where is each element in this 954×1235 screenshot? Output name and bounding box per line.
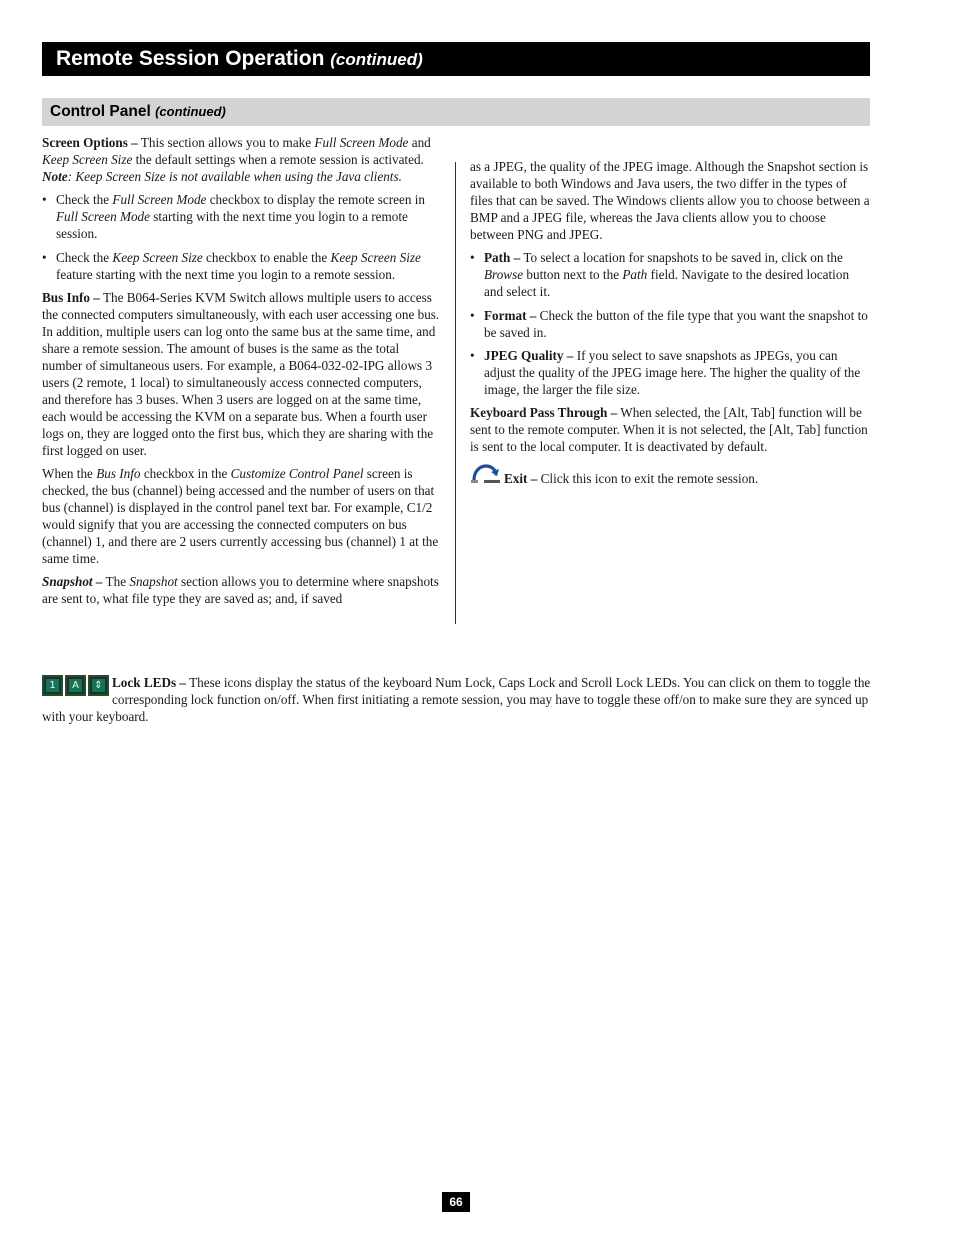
format-term: Format –: [484, 307, 537, 323]
left-column: [42, 135, 442, 615]
screen-options-term: Screen Options –: [42, 135, 138, 150]
note-label: Note: [42, 168, 68, 184]
list-item: • Path – To select a location for snapshots to be saved in, click on the Browse button next to the Path field. Navigate to the desired location and select it.: [470, 250, 870, 301]
bus-info-detail-paragraph: When the Bus Info checkbox in the Customize Control Panel screen is checked, the bus (channel) being accessed and the number of users on that bus (channel) is displayed in the control panel text bar. For example, C1/2 would signify that you are accessing the connected computers on bus (channel) 1, and there are 2 users currently accessing bus (channel) 1 at the same time.: [42, 466, 439, 566]
page-title-bar: [42, 42, 870, 76]
num-lock-icon[interactable]: 1: [42, 675, 63, 696]
exit-term: Exit –: [504, 470, 538, 486]
lock-leds-paragraph: 1 A ⇕ Lock LEDs – These icons display the status of the keyboard Num Lock, Caps Lock and Scroll Lock LEDs. You can click on them to toggle the corresponding lock function on/off. When first initiating a remote session, you may have to toggle these off/on to make sure they are synced up with your keyboard.: [42, 675, 871, 724]
section-header-bar: [42, 98, 870, 126]
snapshot-options-list: [470, 250, 870, 399]
lock-leds-term: Lock LEDs –: [112, 675, 187, 690]
list-item: • Format – Check the button of the file type that you want the snapshot to be saved in.: [470, 308, 870, 342]
keyboard-pass-paragraph: Keyboard Pass Through – When selected, the [Alt, Tab] function will be sent to the remote computer. When it is not selected, the [Alt, Tab] function is sent to the local computer. It is deactivated by default.: [470, 405, 868, 455]
snapshot-term: Snapshot –: [42, 574, 103, 590]
snapshot-continued-paragraph: as a JPEG, the quality of the JPEG image. Although the Snapshot section is available to both Windows and Java users, the two differ in the types of files that can be saved. The Windows clients allow you to choose between a BMP and a JPEG file, whereas the Java clients allow you to choose between PNG and JPEG.: [470, 159, 870, 242]
note-text: : Keep Screen Size is not available when using the Java clients.: [67, 168, 402, 184]
bus-info-paragraph: Bus Info – The B064-Series KVM Switch allows multiple users to access the connected computers simultaneously, with each user accessing one bus. In addition, multiple users can log onto the same bus at the same time, and share a remote session. The amount of buses is the same as the total number of simultaneous users. For example, a B064-032-02-IPG allows 3 users (2 remote, 1 local) to simultaneously access connected computers, and therefore has 3 buses. When 3 users are logged on at the same time, each would be accessing the KVM on a separate bus. When a fourth user logs on, they are logged onto the first bus, which they are sharing with the first logged on user.: [42, 290, 440, 458]
screen-options-paragraph: Screen Options – This section allows you to make Full Screen Mode and Keep Screen Size the default settings when a remote session is activated. Note: Keep Screen Size is not available when using the Java clients.: [42, 135, 431, 184]
jpeg-quality-term: JPEG Quality –: [484, 348, 574, 364]
right-column: [470, 159, 870, 494]
bus-info-term: Bus Info –: [42, 290, 100, 306]
snapshot-paragraph: Snapshot – The Snapshot section allows you to determine where snapshots are sent to, what file type they are saved as; and, if saved: [42, 574, 439, 607]
lock-led-icons: [42, 675, 109, 696]
path-term: Path –: [484, 250, 521, 266]
exit-paragraph: Exit – Click this icon to exit the remote session.: [470, 463, 870, 488]
page-number: 66: [442, 1192, 470, 1212]
page-title-suffix: (continued): [330, 50, 423, 69]
screen-options-list: [42, 192, 442, 283]
page-title: Remote Session Operation: [56, 47, 325, 70]
list-item: • Check the Full Screen Mode checkbox to display the remote screen in Full Screen Mode starting with the next time you login to a remote session.: [42, 192, 442, 243]
list-item: • JPEG Quality – If you select to save snapshots as JPEGs, you can adjust the quality of the JPEG image here. The higher the quality of the image, the larger the file size.: [470, 348, 870, 399]
column-divider: [455, 162, 456, 624]
list-item: • Check the Keep Screen Size checkbox to enable the Keep Screen Size feature starting with the next time you login to a remote session.: [42, 250, 442, 284]
section-title: Control Panel: [50, 103, 151, 120]
caps-lock-icon[interactable]: A: [65, 675, 86, 696]
section-title-suffix: (continued): [155, 104, 226, 119]
scroll-lock-icon[interactable]: ⇕: [88, 675, 109, 696]
exit-icon[interactable]: [470, 463, 502, 485]
keyboard-pass-term: Keyboard Pass Through –: [470, 405, 618, 421]
